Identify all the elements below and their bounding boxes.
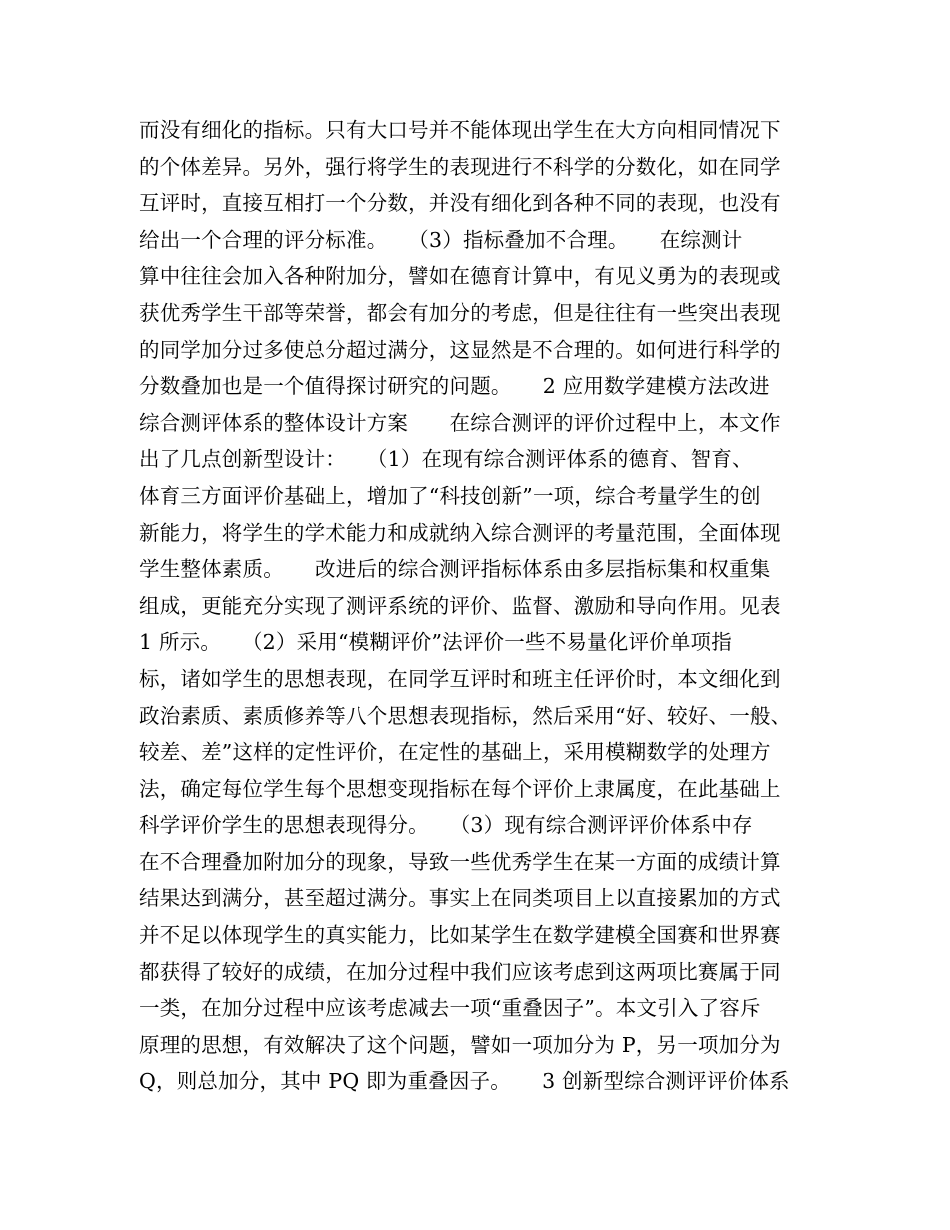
text-line: 获优秀学生干部等荣誉，都会有加分的考虑，但是往往有一些突出表现 xyxy=(139,300,781,325)
body-text xyxy=(139,112,819,1100)
text-line: 新能力，将学生的学术能力和成就纳入综合测评的考量范围，全面体现 xyxy=(139,520,781,545)
text-line: 分数叠加也是一个值得探讨研究的问题。 2 应用数学建模方法改进 xyxy=(139,374,770,399)
text-line: 1 所示。 （2）采用“模糊评价”法评价一些不易量化评价单项指 xyxy=(139,630,732,655)
text-line: 给出一个合理的评分标准。 （3）指标叠加不合理。 在综测计 xyxy=(139,227,743,252)
text-line: 标，诸如学生的思想表现，在同学互评时和班主任评价时，本文细化到 xyxy=(139,666,781,691)
text-line: 的个体差异。另外，强行将学生的表现进行不科学的分数化，如在同学 xyxy=(139,154,781,179)
text-line: 法，确定每位学生每个思想变现指标在每个评价上隶属度，在此基础上 xyxy=(139,776,781,801)
text-line: 在不合理叠加附加分的现象，导致一些优秀学生在某一方面的成绩计算 xyxy=(139,849,781,874)
text-line: 互评时，直接互相打一个分数，并没有细化到各种不同的表现，也没有 xyxy=(139,191,781,216)
text-line: 算中往往会加入各种附加分，譬如在德育计算中，有见义勇为的表现或 xyxy=(139,264,781,289)
text-line: 都获得了较好的成绩，在加分过程中我们应该考虑到这两项比赛属于同 xyxy=(139,959,781,984)
text-line: 结果达到满分，甚至超过满分。事实上在同类项目上以直接累加的方式 xyxy=(139,886,781,911)
text-line: 的同学加分过多使总分超过满分，这显然是不合理的。如何进行科学的 xyxy=(139,337,781,362)
text-line: Q，则总加分，其中 PQ 即为重叠因子。 3 创新型综合测评评价体系 xyxy=(139,1069,790,1094)
text-line: 原理的思想，有效解决了这个问题，譬如一项加分为 P，另一项加分为 xyxy=(139,1032,781,1057)
text-line: 体育三方面评价基础上，增加了“科技创新”一项，综合考量学生的创 xyxy=(139,483,761,508)
text-line: 而没有细化的指标。只有大口号并不能体现出学生在大方向相同情况下 xyxy=(139,118,781,142)
text-line: 一类，在加分过程中应该考虑减去一项“重叠因子”。本文引入了容斥 xyxy=(139,996,761,1021)
text-line: 学生整体素质。 改进后的综合测评指标体系由多层指标集和权重集 xyxy=(139,557,771,582)
text-line: 政治素质、素质修养等八个思想表现指标，然后采用“好、较好、一般、 xyxy=(139,703,792,728)
text-line: 科学评价学生的思想表现得分。 （3）现有综合测评评价体系中存 xyxy=(139,813,753,838)
text-line: 出了几点创新型设计： （1）在现有综合测评体系的德育、智育、 xyxy=(139,447,753,472)
text-line: 较差、差”这样的定性评价，在定性的基础上，采用模糊数学的处理方 xyxy=(139,740,771,765)
text-line: 综合测评体系的整体设计方案 在综合测评的评价过程中上，本文作 xyxy=(139,410,781,435)
text-line: 组成，更能充分实现了测评系统的评价、监督、激励和导向作用。见表 xyxy=(139,593,781,618)
text-line: 并不足以体现学生的真实能力，比如某学生在数学建模全国赛和世界赛 xyxy=(139,923,781,948)
